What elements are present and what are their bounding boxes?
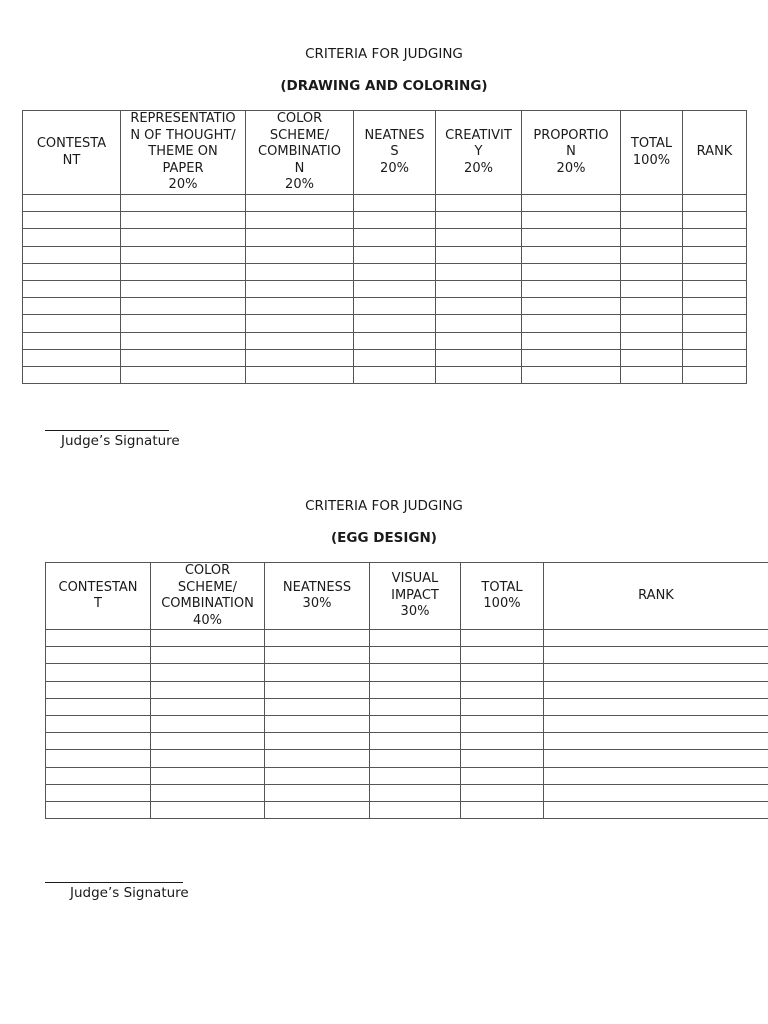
- egg-score-cell[interactable]: [151, 630, 265, 647]
- egg-score-cell[interactable]: [265, 715, 370, 732]
- drawing-table-row: [23, 263, 747, 280]
- egg-score-cell[interactable]: [265, 664, 370, 681]
- drawing-column-header-line: CREATIVIT: [445, 127, 512, 143]
- drawing-score-cell[interactable]: [683, 229, 747, 246]
- egg-column-header: [46, 563, 151, 630]
- drawing-score-cell[interactable]: [436, 349, 522, 366]
- egg-score-cell[interactable]: [370, 784, 461, 801]
- drawing-score-cell[interactable]: [621, 315, 683, 332]
- drawing-score-cell[interactable]: [683, 332, 747, 349]
- egg-table-row: [46, 664, 768, 681]
- egg-score-cell[interactable]: [46, 784, 151, 801]
- drawing-signature-line: [45, 430, 169, 431]
- drawing-score-cell[interactable]: [436, 195, 522, 212]
- drawing-table-row: [23, 212, 747, 229]
- drawing-table-row: [23, 298, 747, 315]
- egg-score-cell[interactable]: [46, 681, 151, 698]
- egg-score-cell[interactable]: [544, 647, 768, 664]
- egg-score-cell[interactable]: [151, 733, 265, 750]
- drawing-score-cell[interactable]: [246, 366, 354, 383]
- drawing-score-cell[interactable]: [683, 298, 747, 315]
- drawing-column-header-line: RANK: [696, 144, 733, 160]
- egg-score-cell[interactable]: [544, 750, 768, 767]
- egg-score-cell[interactable]: [544, 698, 768, 715]
- drawing-score-cell[interactable]: [23, 315, 121, 332]
- egg-score-cell[interactable]: [461, 767, 544, 784]
- egg-score-cell[interactable]: [265, 784, 370, 801]
- drawing-score-cell[interactable]: [621, 212, 683, 229]
- drawing-score-cell[interactable]: [522, 315, 621, 332]
- egg-column-header: [265, 563, 370, 630]
- egg-score-cell[interactable]: [461, 698, 544, 715]
- drawing-score-cell[interactable]: [354, 332, 436, 349]
- egg-column-header-line: CONTESTAN: [58, 579, 138, 595]
- drawing-column-header-line: S: [390, 144, 399, 160]
- egg-title: CRITERIA FOR JUDGING: [305, 498, 463, 514]
- drawing-score-cell[interactable]: [436, 366, 522, 383]
- egg-score-cell[interactable]: [544, 801, 768, 818]
- drawing-column-header-line: NEATNES: [364, 127, 425, 143]
- drawing-column-header-line: CONTESTA: [36, 136, 107, 151]
- drawing-score-cell[interactable]: [522, 263, 621, 280]
- drawing-column-header-line: 100%: [632, 152, 671, 168]
- drawing-score-cell[interactable]: [621, 195, 683, 212]
- drawing-title: CRITERIA FOR JUDGING: [305, 46, 463, 62]
- drawing-score-cell[interactable]: [121, 332, 246, 349]
- drawing-score-cell[interactable]: [522, 212, 621, 229]
- egg-column-header-line: IMPACT: [391, 587, 439, 603]
- drawing-score-cell[interactable]: [621, 366, 683, 383]
- drawing-score-cell[interactable]: [121, 212, 246, 229]
- egg-score-cell[interactable]: [370, 681, 461, 698]
- egg-score-cell[interactable]: [151, 715, 265, 732]
- drawing-score-cell[interactable]: [246, 332, 354, 349]
- egg-score-cell[interactable]: [46, 630, 151, 647]
- drawing-score-cell[interactable]: [23, 263, 121, 280]
- drawing-score-cell[interactable]: [23, 195, 121, 212]
- egg-score-cell[interactable]: [370, 664, 461, 681]
- drawing-subtitle: (DRAWING AND COLORING): [280, 78, 488, 94]
- drawing-score-cell[interactable]: [246, 280, 354, 297]
- egg-score-cell[interactable]: [151, 784, 265, 801]
- egg-score-cell[interactable]: [544, 784, 768, 801]
- drawing-score-cell[interactable]: [522, 229, 621, 246]
- egg-score-cell[interactable]: [265, 750, 370, 767]
- drawing-score-cell[interactable]: [354, 315, 436, 332]
- drawing-score-cell[interactable]: [121, 366, 246, 383]
- drawing-score-cell[interactable]: [621, 280, 683, 297]
- egg-score-cell[interactable]: [370, 750, 461, 767]
- drawing-score-cell[interactable]: [23, 298, 121, 315]
- drawing-score-cell[interactable]: [121, 315, 246, 332]
- egg-score-cell[interactable]: [461, 647, 544, 664]
- drawing-score-cell[interactable]: [683, 246, 747, 263]
- egg-column-header-line: TOTAL: [481, 579, 523, 595]
- egg-score-cell[interactable]: [265, 681, 370, 698]
- egg-score-cell[interactable]: [461, 630, 544, 647]
- drawing-score-cell[interactable]: [121, 349, 246, 366]
- egg-score-cell[interactable]: [370, 801, 461, 818]
- egg-signature-line: [45, 882, 183, 883]
- drawing-score-cell[interactable]: [354, 246, 436, 263]
- egg-column-header-line: COLOR: [184, 563, 231, 578]
- drawing-score-cell[interactable]: [23, 246, 121, 263]
- egg-score-cell[interactable]: [544, 715, 768, 732]
- drawing-column-header-line: N: [294, 160, 305, 176]
- drawing-score-cell[interactable]: [522, 195, 621, 212]
- drawing-score-cell[interactable]: [246, 212, 354, 229]
- drawing-score-cell[interactable]: [436, 263, 522, 280]
- egg-score-cell[interactable]: [265, 647, 370, 664]
- drawing-table-row: [23, 332, 747, 349]
- drawing-score-cell[interactable]: [522, 332, 621, 349]
- egg-signature-label: Judge’s Signature: [70, 885, 189, 901]
- egg-score-cell[interactable]: [461, 733, 544, 750]
- drawing-column-header: [121, 111, 246, 195]
- drawing-score-cell[interactable]: [522, 246, 621, 263]
- drawing-score-cell[interactable]: [246, 246, 354, 263]
- egg-score-cell[interactable]: [265, 733, 370, 750]
- drawing-column-header: [436, 111, 522, 195]
- egg-table-row: [46, 715, 768, 732]
- drawing-column-header-line: REPRESENTATIO: [130, 111, 236, 127]
- egg-score-cell[interactable]: [544, 630, 768, 647]
- egg-score-cell[interactable]: [265, 801, 370, 818]
- drawing-column-header-line: PROPORTIO: [533, 127, 609, 143]
- drawing-score-cell[interactable]: [121, 195, 246, 212]
- drawing-score-cell[interactable]: [246, 298, 354, 315]
- drawing-column-header-line: 20%: [168, 177, 198, 193]
- egg-score-cell[interactable]: [46, 750, 151, 767]
- egg-column-header-line: 30%: [400, 604, 430, 620]
- drawing-score-cell[interactable]: [23, 229, 121, 246]
- egg-criteria-table: [45, 562, 768, 819]
- egg-score-cell[interactable]: [265, 698, 370, 715]
- drawing-score-cell[interactable]: [246, 349, 354, 366]
- egg-column-header-line: SCHEME/: [177, 579, 238, 595]
- egg-column-header-line: NEATNESS: [282, 579, 352, 595]
- drawing-score-cell[interactable]: [683, 263, 747, 280]
- drawing-column-header-line: 20%: [556, 160, 586, 176]
- drawing-column-header-line: COLOR: [276, 111, 323, 127]
- egg-table-row: [46, 784, 768, 801]
- drawing-score-cell[interactable]: [436, 229, 522, 246]
- drawing-score-cell[interactable]: [246, 195, 354, 212]
- egg-column-header-line: COMBINATION: [161, 596, 254, 611]
- egg-table-row: [46, 647, 768, 664]
- drawing-table-row: [23, 246, 747, 263]
- drawing-column-header-line: THEME ON: [148, 144, 218, 160]
- drawing-header-row: [23, 111, 747, 195]
- drawing-score-cell[interactable]: [354, 280, 436, 297]
- egg-table-row: [46, 733, 768, 750]
- drawing-criteria-table: [22, 110, 747, 384]
- egg-column-header-line: RANK: [638, 587, 674, 603]
- drawing-score-cell[interactable]: [683, 195, 747, 212]
- egg-table-row: [46, 681, 768, 698]
- drawing-score-cell[interactable]: [354, 263, 436, 280]
- egg-score-cell[interactable]: [461, 664, 544, 681]
- drawing-column-header-line: COMBINATIO: [258, 144, 341, 160]
- egg-table-row: [46, 750, 768, 767]
- egg-score-cell[interactable]: [370, 647, 461, 664]
- drawing-score-cell[interactable]: [246, 229, 354, 246]
- drawing-signature-label: Judge’s Signature: [61, 433, 180, 449]
- drawing-score-cell[interactable]: [23, 366, 121, 383]
- drawing-score-cell[interactable]: [354, 212, 436, 229]
- drawing-score-cell[interactable]: [436, 246, 522, 263]
- egg-score-cell[interactable]: [151, 750, 265, 767]
- egg-score-cell[interactable]: [151, 698, 265, 715]
- drawing-score-cell[interactable]: [683, 212, 747, 229]
- egg-score-cell[interactable]: [151, 801, 265, 818]
- drawing-score-cell[interactable]: [436, 212, 522, 229]
- drawing-score-cell[interactable]: [121, 280, 246, 297]
- egg-score-cell[interactable]: [370, 630, 461, 647]
- drawing-score-cell[interactable]: [621, 246, 683, 263]
- drawing-column-header: [621, 111, 683, 195]
- drawing-score-cell[interactable]: [354, 366, 436, 383]
- drawing-column-header-line: 20%: [380, 160, 409, 176]
- drawing-score-cell[interactable]: [522, 298, 621, 315]
- egg-column-header-line: VISUAL: [391, 571, 439, 587]
- egg-score-cell[interactable]: [544, 733, 768, 750]
- egg-column-header: [151, 563, 265, 630]
- drawing-score-cell[interactable]: [621, 263, 683, 280]
- egg-table-row: [46, 767, 768, 784]
- drawing-score-cell[interactable]: [121, 229, 246, 246]
- egg-score-cell[interactable]: [46, 698, 151, 715]
- egg-score-cell[interactable]: [544, 681, 768, 698]
- egg-score-cell[interactable]: [46, 715, 151, 732]
- drawing-score-cell[interactable]: [683, 366, 747, 383]
- egg-score-cell[interactable]: [461, 681, 544, 698]
- egg-score-cell[interactable]: [461, 801, 544, 818]
- drawing-table-row: [23, 195, 747, 212]
- drawing-score-cell[interactable]: [621, 349, 683, 366]
- egg-score-cell[interactable]: [370, 733, 461, 750]
- drawing-score-cell[interactable]: [683, 280, 747, 297]
- egg-column-header-line: T: [94, 596, 102, 611]
- egg-column-header: [461, 563, 544, 630]
- drawing-score-cell[interactable]: [621, 229, 683, 246]
- drawing-score-cell[interactable]: [621, 332, 683, 349]
- egg-column-header-line: 30%: [302, 596, 332, 611]
- egg-table-row: [46, 630, 768, 647]
- drawing-score-cell[interactable]: [121, 263, 246, 280]
- drawing-table-row: [23, 349, 747, 366]
- drawing-score-cell[interactable]: [683, 315, 747, 332]
- drawing-column-header-line: PAPER: [162, 160, 204, 176]
- egg-header-row: [46, 563, 768, 630]
- egg-subtitle: (EGG DESIGN): [331, 530, 437, 546]
- drawing-column-header-line: Y: [474, 144, 483, 160]
- drawing-column-header-line: N OF THOUGHT/: [130, 127, 236, 143]
- drawing-column-header: [354, 111, 436, 195]
- egg-score-cell[interactable]: [461, 715, 544, 732]
- egg-score-cell[interactable]: [370, 767, 461, 784]
- drawing-score-cell[interactable]: [246, 263, 354, 280]
- egg-score-cell[interactable]: [544, 664, 768, 681]
- egg-score-cell[interactable]: [461, 784, 544, 801]
- drawing-score-cell[interactable]: [246, 315, 354, 332]
- drawing-score-cell[interactable]: [354, 349, 436, 366]
- egg-score-cell[interactable]: [461, 750, 544, 767]
- egg-score-cell[interactable]: [151, 767, 265, 784]
- drawing-column-header-line: 20%: [285, 177, 314, 193]
- egg-score-cell[interactable]: [46, 647, 151, 664]
- drawing-column-header-line: TOTAL: [630, 136, 673, 151]
- egg-column-header-line: 100%: [483, 596, 521, 611]
- drawing-column-header-line: N: [566, 144, 576, 160]
- egg-score-cell[interactable]: [151, 664, 265, 681]
- egg-column-header: [544, 563, 768, 630]
- drawing-table-row: [23, 366, 747, 383]
- drawing-column-header-line: NT: [62, 152, 81, 168]
- drawing-score-cell[interactable]: [354, 298, 436, 315]
- drawing-score-cell[interactable]: [436, 280, 522, 297]
- drawing-score-cell[interactable]: [621, 298, 683, 315]
- drawing-score-cell[interactable]: [23, 332, 121, 349]
- egg-score-cell[interactable]: [151, 681, 265, 698]
- drawing-column-header-line: SCHEME/: [269, 127, 330, 143]
- drawing-score-cell[interactable]: [23, 212, 121, 229]
- drawing-column-header-line: 20%: [464, 160, 493, 176]
- egg-score-cell[interactable]: [370, 715, 461, 732]
- drawing-score-cell[interactable]: [522, 366, 621, 383]
- drawing-score-cell[interactable]: [436, 298, 522, 315]
- drawing-score-cell[interactable]: [354, 229, 436, 246]
- drawing-score-cell[interactable]: [436, 315, 522, 332]
- drawing-column-header: [23, 111, 121, 195]
- egg-score-cell[interactable]: [151, 647, 265, 664]
- drawing-score-cell[interactable]: [23, 349, 121, 366]
- drawing-table-row: [23, 315, 747, 332]
- egg-score-cell[interactable]: [265, 767, 370, 784]
- drawing-score-cell[interactable]: [121, 298, 246, 315]
- drawing-score-cell[interactable]: [354, 195, 436, 212]
- drawing-column-header: [246, 111, 354, 195]
- drawing-table-row: [23, 229, 747, 246]
- egg-score-cell[interactable]: [46, 664, 151, 681]
- drawing-score-cell[interactable]: [522, 349, 621, 366]
- drawing-table-row: [23, 280, 747, 297]
- drawing-score-cell[interactable]: [121, 246, 246, 263]
- drawing-score-cell[interactable]: [683, 349, 747, 366]
- drawing-score-cell[interactable]: [436, 332, 522, 349]
- egg-column-header: [370, 563, 461, 630]
- egg-score-cell[interactable]: [265, 630, 370, 647]
- drawing-column-header: [683, 111, 747, 195]
- egg-column-header-line: 40%: [193, 612, 222, 628]
- egg-score-cell[interactable]: [370, 698, 461, 715]
- egg-table-row: [46, 801, 768, 818]
- egg-score-cell[interactable]: [46, 733, 151, 750]
- drawing-score-cell[interactable]: [23, 280, 121, 297]
- egg-score-cell[interactable]: [46, 767, 151, 784]
- egg-score-cell[interactable]: [46, 801, 151, 818]
- egg-table-row: [46, 698, 768, 715]
- drawing-score-cell[interactable]: [522, 280, 621, 297]
- egg-score-cell[interactable]: [544, 767, 768, 784]
- drawing-column-header: [522, 111, 621, 195]
